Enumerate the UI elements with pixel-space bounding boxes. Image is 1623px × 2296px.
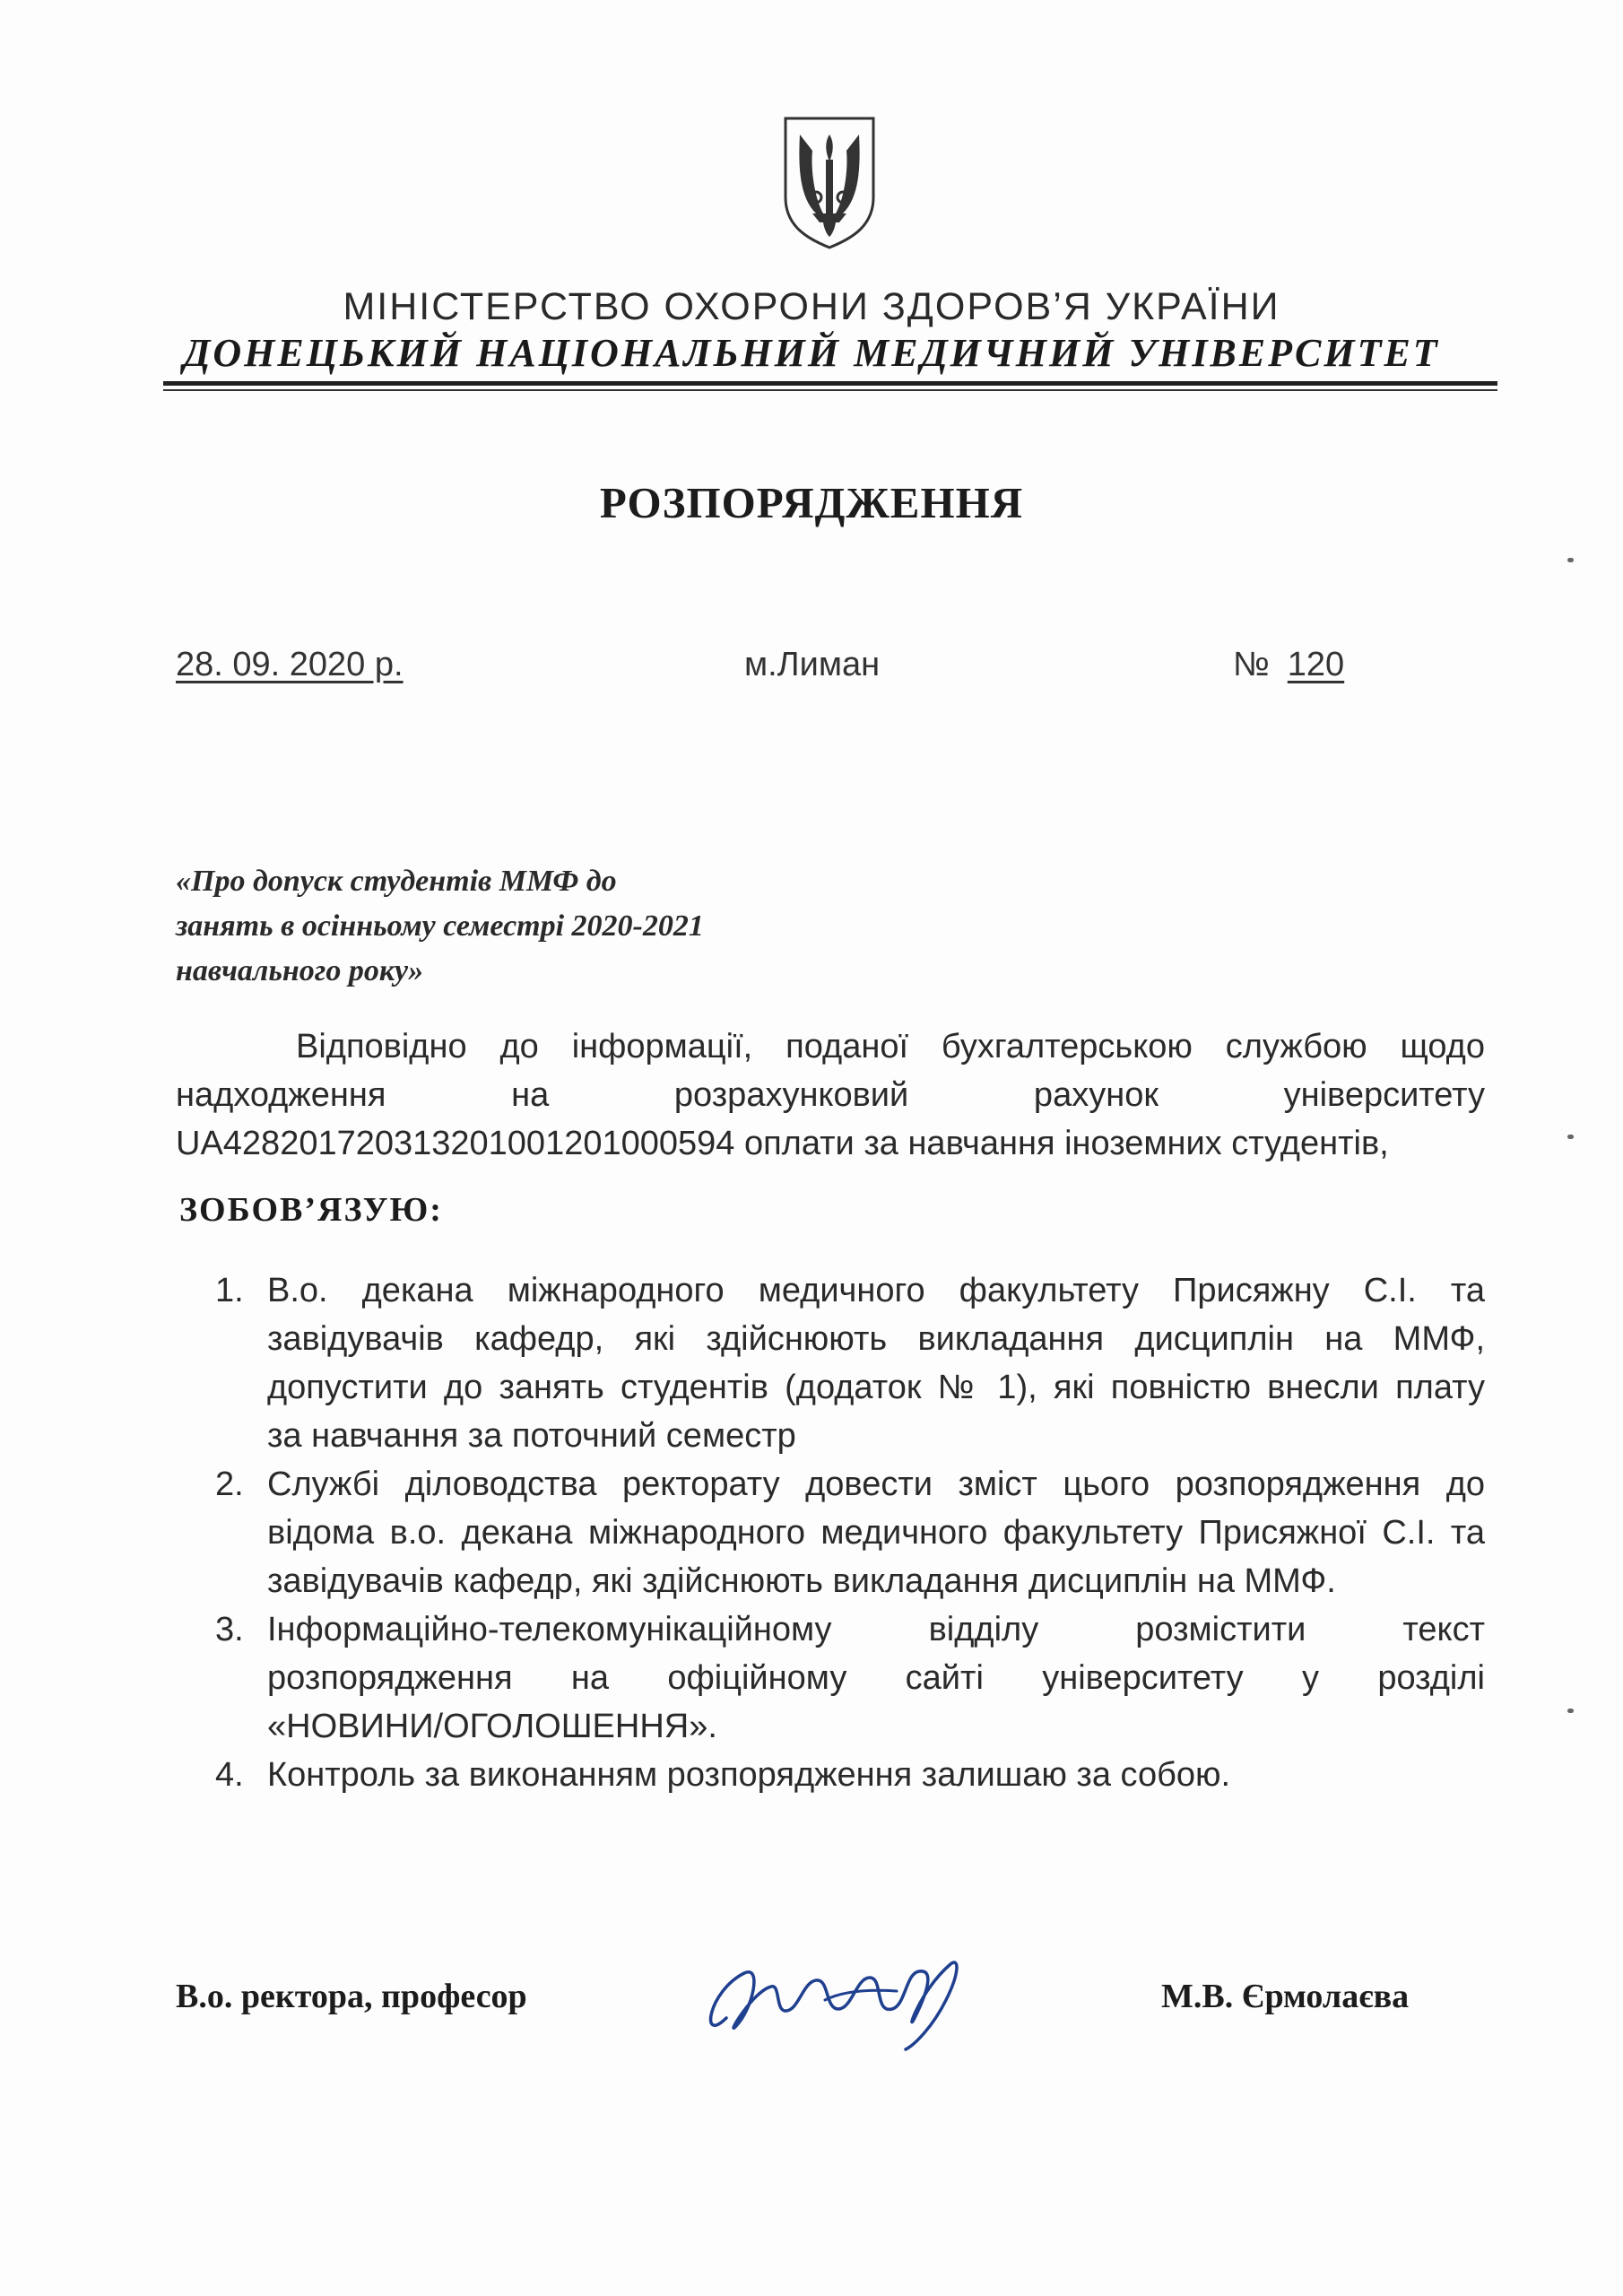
subject-line: «Про допуск студентів ММФ до <box>176 865 617 898</box>
list-item <box>176 1266 1485 1460</box>
list-item-line: відома в.о. декана міжнародного медичного факультету Присяжної С.І. та <box>267 1514 1485 1552</box>
preamble-line: надходження на розрахунковий рахунок університету <box>176 1076 1485 1114</box>
list-item-line: допустити до занять студентів (додаток № 1), які повністю внесли плату <box>267 1369 1485 1406</box>
signatory-role: В.о. ректора, професор <box>176 1978 527 2015</box>
ministry-name: МІНІСТЕРСТВО ОХОРОНИ ЗДОРОВ’Я УКРАЇНИ <box>343 285 1280 328</box>
subject-line: занять в осінньому семестрі 2020-2021 <box>176 909 704 943</box>
list-item-line: «НОВИНИ/ОГОЛОШЕННЯ». <box>267 1708 717 1745</box>
list-item-line: за навчання за поточний семестр <box>267 1417 796 1455</box>
list-item <box>176 1460 1485 1605</box>
list-item-line: завідувачів кафедр, які здійснюють викладання дисциплін на ММФ, <box>267 1320 1485 1358</box>
oblige-heading: ЗОБОВ’ЯЗУЮ: <box>179 1191 443 1229</box>
number-value: 120 <box>1287 646 1345 683</box>
preamble-line: Відповідно до інформації, поданої бухгалтерською службою щодо <box>296 1028 1485 1065</box>
list-item-line: Контроль за виконанням розпорядження залишаю за собою. <box>267 1756 1231 1794</box>
header-divider <box>163 381 1497 386</box>
list-item-number: 2. <box>215 1465 244 1503</box>
document-title: РОЗПОРЯДЖЕННЯ <box>599 478 1024 527</box>
document-city: м.Лиман <box>744 646 881 683</box>
list-item-number: 4. <box>215 1756 244 1794</box>
subject-line: навчального року» <box>176 954 424 987</box>
list-item-line: Інформаційно-телекомунікаційному відділу розмістити текст <box>267 1611 1485 1648</box>
list-item-line: завідувачів кафедр, які здійснюють викладання дисциплін на ММФ. <box>267 1562 1336 1600</box>
number-sign: № <box>1233 646 1270 683</box>
document-subject <box>176 859 857 994</box>
preamble-line: UA428201720313201001201000594 оплати за навчання іноземних студентів, <box>176 1125 1389 1162</box>
list-item <box>176 1751 1485 1799</box>
orders-list <box>176 1266 1485 1799</box>
document-number <box>1233 646 1344 684</box>
scan-speck <box>1567 1709 1574 1713</box>
header-divider-thin <box>163 389 1497 391</box>
document-date: 28. 09. 2020 р. <box>176 646 404 683</box>
trident-coat-of-arms-icon <box>780 115 879 249</box>
list-item-line: Службі діловодства ректорату довести зміст цього розпорядження до <box>267 1465 1485 1503</box>
signatory-name: М.В. Єрмолаєва <box>1161 1978 1410 2015</box>
list-item-number: 1. <box>215 1272 244 1309</box>
list-item-line: розпорядження на офіційному сайті університету у розділі <box>267 1659 1485 1697</box>
scan-speck <box>1567 558 1574 562</box>
scan-speck <box>1567 1135 1574 1139</box>
list-item-line: В.о. декана міжнародного медичного факультету Присяжну С.І. та <box>267 1272 1485 1309</box>
list-item <box>176 1605 1485 1751</box>
handwritten-signature <box>690 1937 995 2054</box>
list-item-number: 3. <box>215 1611 244 1648</box>
university-name: ДОНЕЦЬКИЙ НАЦІОНАЛЬНИЙ МЕДИЧНИЙ УНІВЕРСИТЕТ <box>183 331 1440 375</box>
preamble-paragraph <box>176 1022 1485 1168</box>
